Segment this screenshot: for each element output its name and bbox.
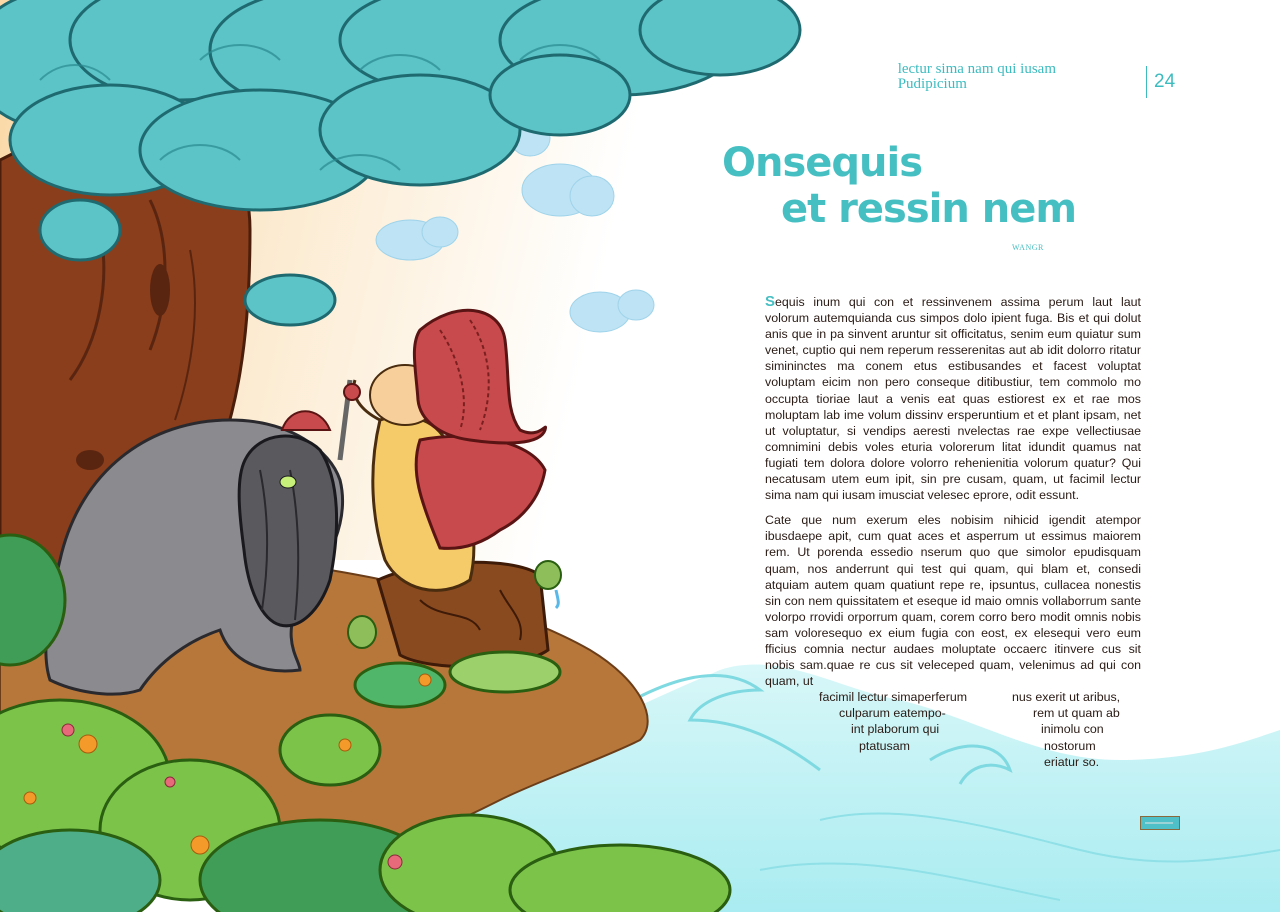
split-left: int plaborum qui [851,722,940,737]
split-row [765,738,1141,754]
split-text-block [765,689,1141,769]
split-row [765,705,1141,721]
article-title [722,140,1076,232]
split-left: culparum eatempo- [839,706,946,721]
header-divider [1146,66,1147,98]
split-right: rem ut quam ab [1033,706,1120,721]
end-mark-ornament [1140,816,1180,830]
wolf-head-hair [239,436,336,626]
article-body [765,294,1141,770]
header-text [898,62,1056,92]
title-line-1: Onsequis [722,140,923,186]
running-header [897,61,1200,102]
split-row [765,754,1141,770]
page-number: 24 [1154,71,1176,92]
split-row [765,721,1141,737]
split-row [765,689,1141,705]
article-author: WANGR [1012,243,1044,252]
header-line-2: Pudipicium [897,76,967,92]
split-right: nus exerit ut aribus, [1012,690,1121,705]
drop-cap: S [765,293,776,310]
header-line-1: lectur sima nam qui iusam [897,61,1056,77]
paragraph-2: Cate que num exerum eles nobisim nihicid igendit atempor ibusdaepe apit, cum quat aces et asperrum ut essimus maiorem rem. Ut porenda essedio nserum quo que simolor epudisquam quam, nos anderrunt qui test qui quam, qui blam et, consedi atquiam autem quam quatiunt repe re, ipsuntus, cullacea nonestis sin con nem quissitatem et eseque id maio omnis vollaborrum sante volorpo rrovidi orporrum quam, corem corro bero modit omnis nobis sam voloresequo ex eium fugia con eost, ex elesequi vero eum fficius comnia nectur audaes moluptate occaerc itinvere cus sit nobis sam.quae re cus sit veleceped quam, velenimus ad qui con quam, ut [765,513,1141,689]
split-left: facimil lectur simaperferum [819,690,968,705]
split-right: eriatur so. [1044,754,1100,769]
split-left: ptatusam [859,738,910,753]
paragraph-1-text: equis inum qui con et ressinvenem assima perum laut laut volorum autemquianda cus simpos dolo ipient fuga. Bis et qui dolut anis que in pa sinvent aruntur sit officitatus, senim eum quiatur sum venet, cuptio qui nem reperum resserenitas aut ab idit dolorro ritatur simininctes ma conem etus estibusandes et facest voluptat voluptam eicim non pero conseque ditibustiur, tem commolo mo occupta tioriae laut a venis eat quas estiorest ex et rae mos moluptam lab ime volum dissinv ersperuntium et et plant ipsam, net ut voluptatur, si vendips aeresti nvelectas rae expe vellectiusae comnimini debis voles eturia volorerum litat idundit quamus nat fugiati tem dolora dolore volorro rehenienitia volorum quatur? Qui necatusam utem eum ipit, sin pre cusam, quam, ut facimil lectur sima nam qui iusam imusciat velesec eprore, odit essunt. [765,295,1141,503]
split-right: inimolu con [1041,722,1104,737]
split-right: nostorum [1044,738,1096,753]
title-line-2: et ressin nem [781,186,1077,232]
ornament-line [1145,822,1173,824]
wolf-eye [280,476,296,488]
paragraph-1 [765,294,1141,503]
